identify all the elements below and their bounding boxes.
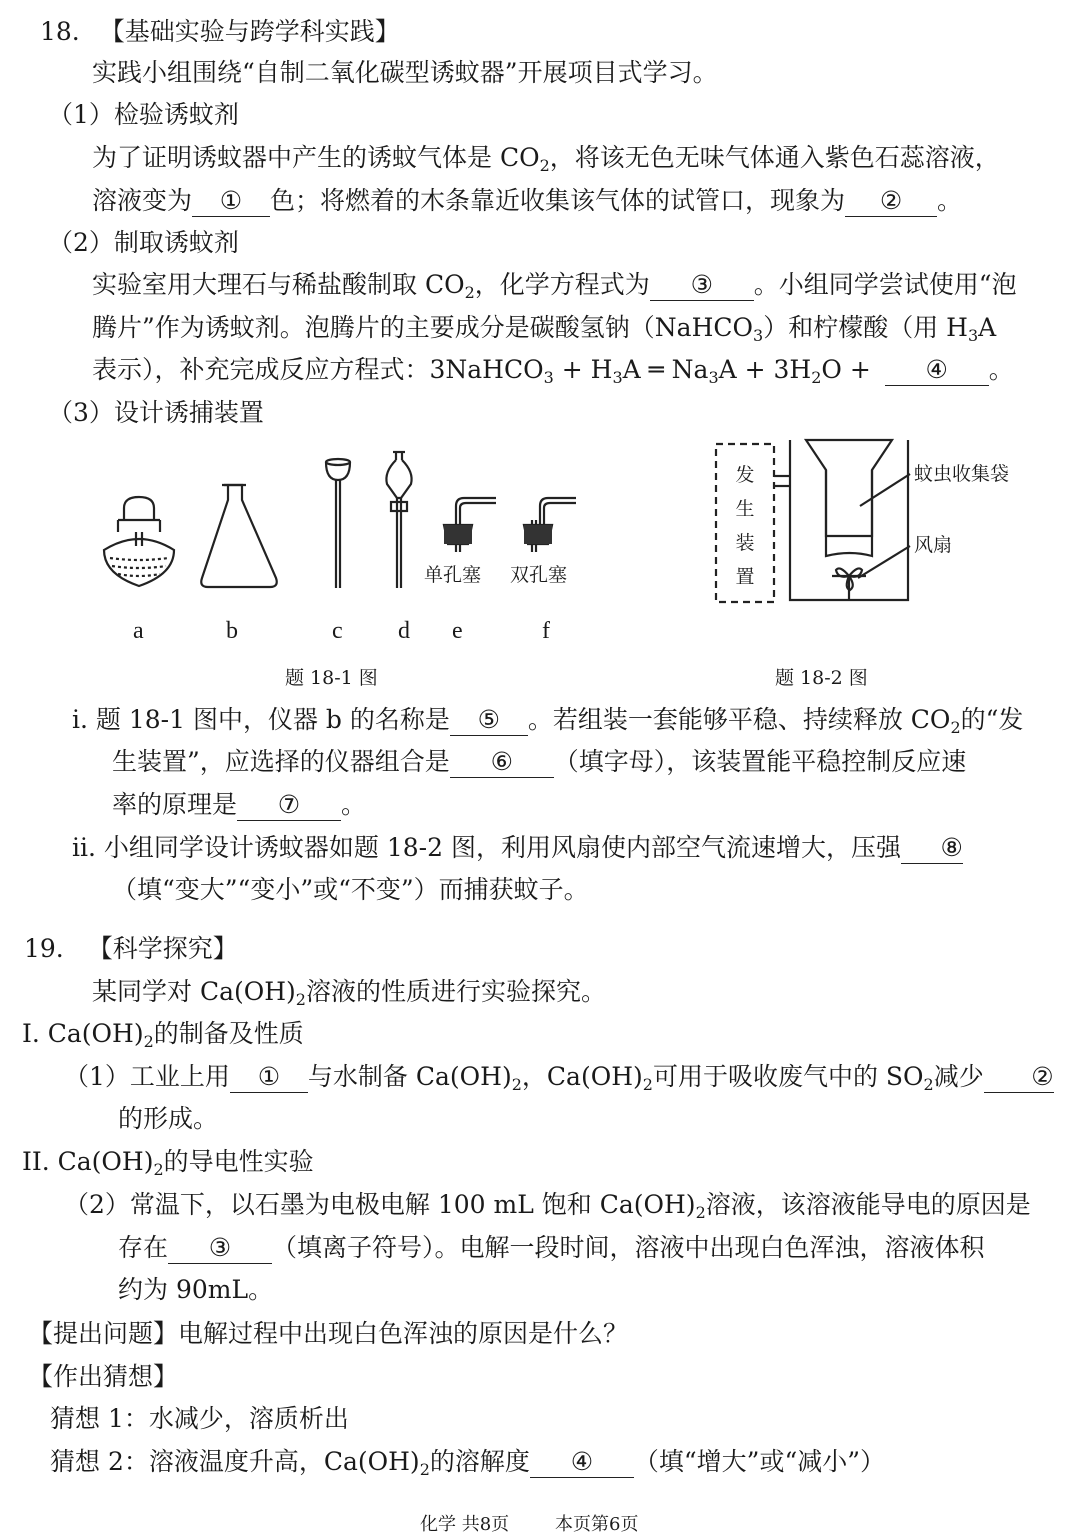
label-double-stopper: 双孔塞	[510, 564, 568, 586]
blank-8[interactable]: ⑧	[901, 833, 963, 864]
q18-i-line2: 生装置”，应选择的仪器组合是 ⑥ （填字母），该装置能平稳控制反应速	[112, 747, 967, 776]
long-neck-funnel-icon	[326, 459, 350, 588]
blank-2[interactable]: ②	[845, 186, 937, 217]
blank-q19-2[interactable]: ②	[984, 1062, 1054, 1093]
q18-part3-title: （3）设计诱捕装置	[48, 398, 264, 427]
blank-q19-4[interactable]: ④	[530, 1447, 634, 1478]
q19-part2-line3: 约为 90mL。	[118, 1275, 274, 1304]
q19-number: 19.	[24, 934, 64, 963]
q19-part2-line1: （2）常温下，以石墨为电极电解 100 mL 饱和 $Ca(OH)_2$溶液，该溶液能导电的原因是	[64, 1190, 1031, 1222]
double-hole-stopper-icon	[524, 498, 576, 552]
separatory-funnel-icon	[386, 452, 411, 588]
q19-part1-line2: 的形成。	[118, 1104, 219, 1133]
q18-part2-line2: 腾片”作为诱蚊剂。泡腾片的主要成分是碳酸氢钠（NaHCO$_3$）和柠檬酸（用 $H_3A$	[92, 313, 997, 345]
q18-tag: 【基础实验与跨学科实践】	[99, 17, 400, 46]
fan-icon	[832, 568, 866, 600]
fan-label: 风扇	[914, 534, 953, 556]
q19-question: 【提出问题】电解过程中出现白色浑浊的原因是什么？	[28, 1319, 629, 1348]
q19-part1-line1: （1）工业上用 ① 与水制备 $Ca(OH)_2$，$Ca(OH)_2$可用于吸收废气中的 $SO_2$减少 ②	[64, 1062, 1054, 1094]
blank-q19-3[interactable]: ③	[168, 1233, 272, 1264]
label-d: d	[398, 618, 410, 644]
blank-q19-1[interactable]: ①	[230, 1062, 308, 1093]
q18-part1-line2: 溶液变为 ① 色；将燃着的木条靠近收集该气体的试管口，现象为 ② 。	[92, 186, 963, 215]
alcohol-lamp-icon	[104, 497, 174, 586]
blank-7[interactable]: ⑦	[237, 790, 341, 821]
mosquito-bag	[826, 470, 872, 556]
label-e: e	[452, 618, 463, 644]
blank-5[interactable]: ⑤	[450, 705, 528, 736]
q18-part1-line1: 为了证明诱蚊器中产生的诱蚊气体是 $CO_2$，将该无色无味气体通入紫色石蕊溶液，	[92, 143, 1000, 175]
q18-i-line3: 率的原理是 ⑦ 。	[112, 790, 367, 819]
blank-4[interactable]: ④	[885, 355, 989, 386]
q18-part2-title: （2）制取诱蚊剂	[48, 228, 239, 257]
trap-container	[790, 440, 908, 600]
mosquito-bag-label: 蚊虫收集袋	[914, 463, 1010, 485]
q18-part2-line1: 实验室用大理石与稀盐酸制取 $CO_2$，化学方程式为 ③ 。小组同学尝试使用“泡	[92, 270, 1017, 302]
blank-6[interactable]: ⑥	[450, 747, 554, 778]
footer-total-pages: 化学 共8页	[420, 1514, 510, 1535]
label-single-stopper: 单孔塞	[424, 564, 482, 586]
footer-page-number: 本页第6页	[555, 1514, 639, 1535]
q18-part2-line3: 表示），补充完成反应方程式：3NaHCO$_3$ + $H_3A$ ═ $Na_3A + 3H_2O$ + ④ 。	[92, 355, 1014, 387]
q19-part2-line2: 存在 ③ （填离子符号）。电解一段时间，溶液中出现白色浑浊，溶液体积	[118, 1233, 985, 1262]
q19-hypothesis-2: 猜想 2：溶液温度升高，$Ca(OH)_2$的溶解度 ④ （填“增大”或“减小”）	[50, 1447, 886, 1479]
q19-header	[24, 932, 238, 966]
label-a: a	[133, 618, 144, 644]
q18-ii-line2: （填“变大”“变小”或“不变”）而捕获蚊子。	[112, 875, 589, 904]
q18-i-line1: i. 题 18-1 图中，仪器 b 的名称是 ⑤ 。若组装一套能够平稳、持续释放 $CO_2$的“发	[72, 705, 1024, 737]
q18-intro: 实践小组围绕“自制二氧化碳型诱蚊器”开展项目式学习。	[92, 58, 718, 87]
single-hole-stopper-icon	[444, 498, 496, 552]
q19-hypothesis-1: 猜想 1：水减少，溶质析出	[50, 1404, 349, 1433]
generator-label: 发 生 装 置	[735, 464, 755, 588]
fig2-caption: 题 18-2 图	[775, 667, 868, 689]
q19-tag: 【科学探究】	[87, 934, 238, 963]
label-b: b	[226, 618, 238, 644]
conical-flask-icon	[201, 485, 277, 587]
q19-section2: II. $Ca(OH)_2$的导电性实验	[22, 1147, 314, 1179]
q18-part1-title: （1）检验诱蚊剂	[48, 100, 239, 129]
fig1-caption: 题 18-1 图	[285, 667, 378, 689]
blank-3[interactable]: ③	[650, 270, 754, 301]
label-c: c	[332, 618, 343, 644]
q19-section1: I. $Ca(OH)_2$的制备及性质	[22, 1019, 304, 1051]
q19-intro: 某同学对 $Ca(OH)_2$溶液的性质进行实验探究。	[92, 977, 606, 1009]
q18-number: 18.	[40, 17, 80, 46]
q18-ii-line1: ii. 小组同学设计诱蚊器如题 18-2 图，利用风扇使内部空气流速增大，压强 ⑧	[72, 833, 963, 862]
blank-1[interactable]: ①	[192, 186, 270, 217]
q18-header	[40, 15, 400, 49]
q19-hypothesis-title: 【作出猜想】	[28, 1362, 179, 1391]
label-f: f	[542, 618, 550, 644]
